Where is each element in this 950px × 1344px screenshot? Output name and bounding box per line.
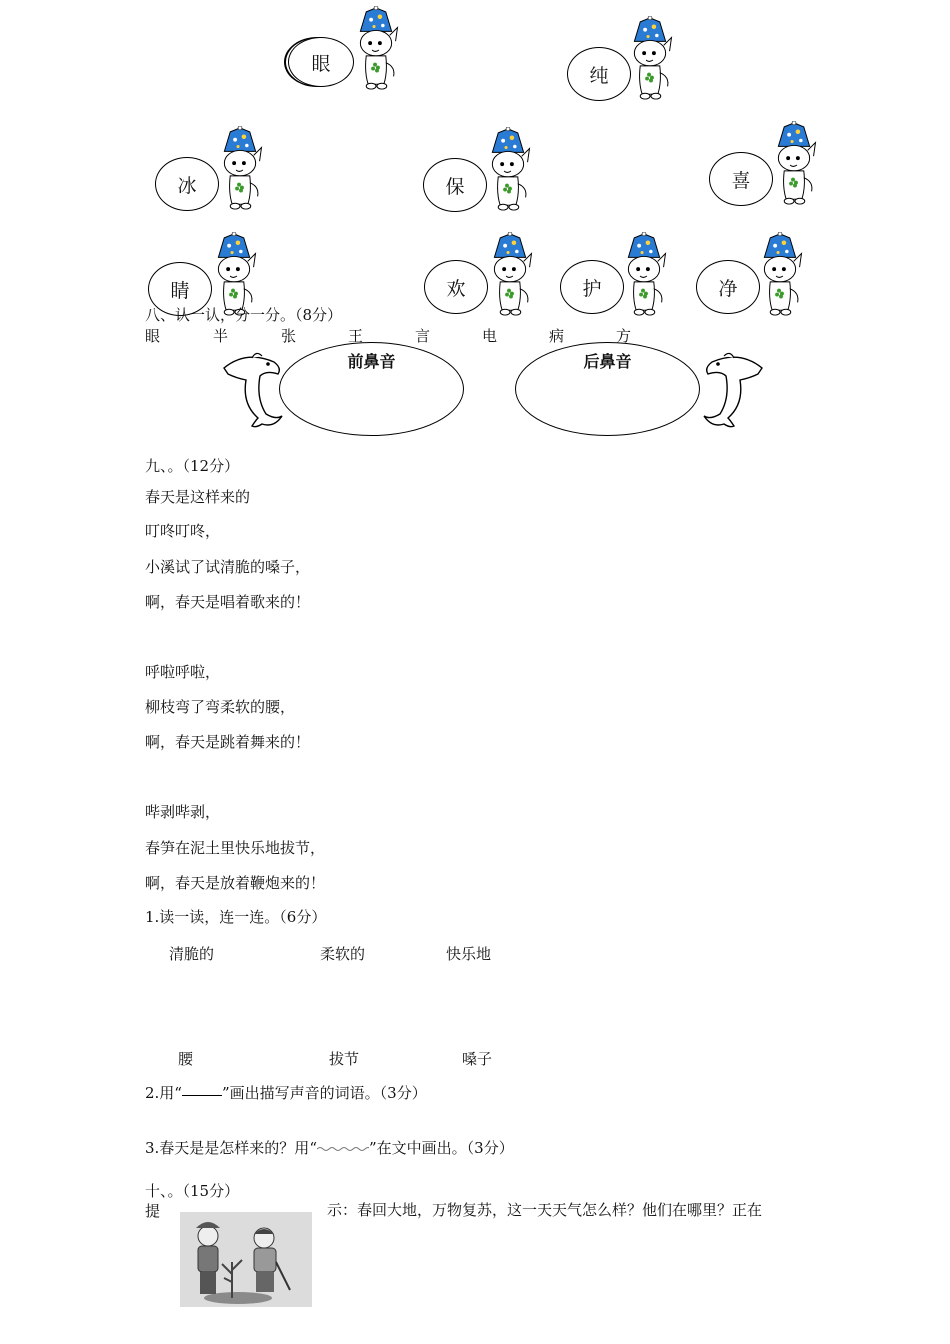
sort-character: 王 [348, 327, 364, 345]
character-oval: 净 [696, 260, 760, 314]
prompt-label: 提 [145, 1202, 161, 1220]
cat-mascot-icon [486, 232, 534, 318]
sort-character: 张 [281, 327, 297, 345]
wavy-underline-sample [317, 1146, 369, 1152]
poem-line: 春笋在泥土里快乐地拔节， [145, 839, 326, 857]
front-nasal-oval: 前鼻音 [279, 342, 464, 436]
character-oval: 纯 [567, 47, 631, 101]
match-word-top: 快乐地 [446, 945, 492, 963]
question-2: 2.用“ ”画出描写声音的词语。（3分） [145, 1084, 427, 1102]
cat-mascot-icon [756, 232, 804, 318]
back-nasal-oval: 后鼻音 [515, 342, 700, 436]
cat-mascot-icon [216, 126, 264, 212]
poem-line: 呼啦呼啦， [145, 663, 221, 681]
sort-character: 言 [415, 327, 431, 345]
match-word-top: 清脆的 [169, 945, 215, 963]
cat-mascot-icon [626, 16, 674, 102]
sort-character: 方 [616, 327, 632, 345]
section9-heading: 九、。（12分） [145, 457, 240, 475]
poem-line: 啊，春天是唱着歌来的！ [145, 593, 311, 611]
dolphin-left-icon [216, 348, 286, 428]
dolphin-right-icon [700, 348, 770, 428]
character-oval: 喜 [709, 152, 773, 206]
cat-mascot-icon [620, 232, 668, 318]
match-word-bottom: 嗓子 [462, 1050, 493, 1068]
cat-mascot-icon [770, 121, 818, 207]
section8-heading: 八、认一认，分一分。（8分） [145, 306, 343, 324]
character-oval: 睛 [148, 262, 212, 316]
question-1: 1.读一读，连一连。（6分） [145, 908, 327, 926]
poem-line: 哔剥哔剥， [145, 803, 221, 821]
sort-character: 病 [549, 327, 565, 345]
poem-line: 小溪试了试清脆的嗓子， [145, 558, 311, 576]
question-3: 3.春天是是怎样来的？用“ ”在文中画出。（3分） [145, 1139, 514, 1157]
sort-character: 眼 [145, 327, 161, 345]
character-oval: 欢 [424, 260, 488, 314]
poem-line: 叮咚叮咚， [145, 522, 221, 540]
sort-character: 半 [213, 327, 229, 345]
cat-mascot-icon [484, 127, 532, 213]
poem-line: 柳枝弯了弯柔软的腰， [145, 698, 296, 716]
children-planting-tree-image [180, 1212, 312, 1307]
match-word-bottom: 腰 [178, 1050, 194, 1068]
match-word-bottom: 拔节 [329, 1050, 360, 1068]
poem-title: 春天是这样来的 [145, 488, 251, 506]
character-oval: 保 [423, 158, 487, 212]
straight-underline-sample [182, 1095, 222, 1096]
character-oval: 护 [560, 260, 624, 314]
poem-line: 啊，春天是跳着舞来的！ [145, 733, 311, 751]
character-oval: 冰 [155, 157, 219, 211]
poem-line: 啊，春天是放着鞭炮来的！ [145, 874, 326, 892]
sort-character: 电 [482, 327, 498, 345]
character-oval: 眼 [288, 37, 354, 87]
match-word-top: 柔软的 [320, 945, 366, 963]
prompt-text: 示：春回大地，万物复苏，这一天天气怎么样？他们在哪里？正在 [327, 1201, 763, 1219]
section10-heading: 十、。（15分） [145, 1182, 240, 1200]
cat-mascot-icon [352, 6, 400, 92]
